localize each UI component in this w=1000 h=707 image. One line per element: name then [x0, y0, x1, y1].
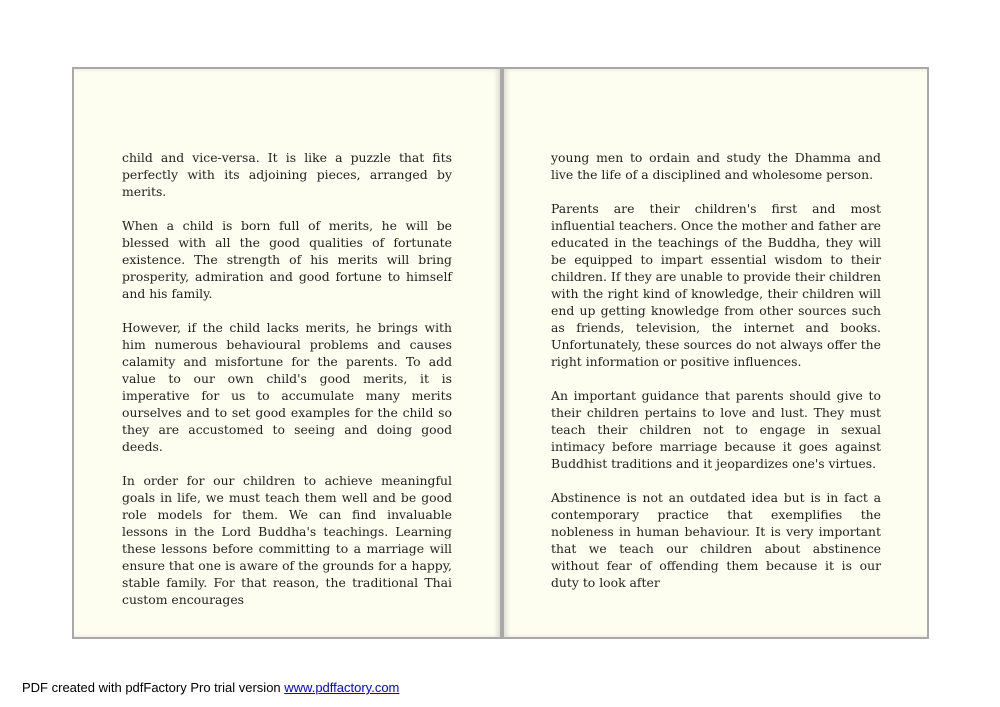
paragraph: An important guidance that parents should give to their children pertains to love and lust. They must teach their children not to engage in sexual intimacy before marriage because it goes against Buddhist traditions and it jeopardizes one's virtues.: [551, 388, 881, 471]
right-page: [504, 69, 927, 637]
paragraph: Abstinence is not an outdated idea but is in fact a contemporary practice that exemplifies the nobleness in human behaviour. It is very important that we teach our children about abstinence without fear of offending them because it is our duty to look after: [551, 490, 881, 590]
pdffactory-link[interactable]: www.pdffactory.com: [284, 680, 400, 695]
left-page: [74, 69, 500, 637]
left-page-text: [122, 149, 452, 608]
paragraph: child and vice-versa. It is like a puzzle that fits perfectly with its adjoining pieces, arranged by merits.: [122, 150, 452, 199]
paragraph: Parents are their children's first and most influential teachers. Once the mother and father are educated in the teachings of the Buddha, they will be equipped to impart essential wisdom to their children. If they are unable to provide their children with the right kind of knowledge, their children will end up getting knowledge from other sources such as friends, television, the internet and books. Unfortunately, these sources do not always offer the right information or positive influences.: [551, 201, 881, 369]
book-spread: [72, 67, 929, 639]
footer-text: PDF created with pdfFactory Pro trial version: [22, 680, 285, 695]
right-page-text: [551, 149, 881, 591]
paragraph: young men to ordain and study the Dhamma and live the life of a disciplined and wholesome person.: [551, 150, 881, 182]
pdf-footer: [22, 680, 399, 695]
paragraph: However, if the child lacks merits, he brings with him numerous behavioural problems and causes calamity and misfortune for the parents. To add value to our own child's good merits, it is imperative for us to accumulate many merits ourselves and to set good examples for the child so they are accustomed to seeing and doing good deeds.: [122, 320, 452, 454]
paragraph: When a child is born full of merits, he will be blessed with all the good qualities of fortunate existence. The strength of his merits will bring prosperity, admiration and good fortune to himself and his family.: [122, 218, 452, 301]
paragraph: In order for our children to achieve meaningful goals in life, we must teach them well and be good role models for them. We can find invaluable lessons in the Lord Buddha's teachings. Learning these lessons before committing to a marriage will ensure that one is aware of the grounds for a happy, stable family. For that reason, the traditional Thai custom encourages: [122, 473, 452, 607]
